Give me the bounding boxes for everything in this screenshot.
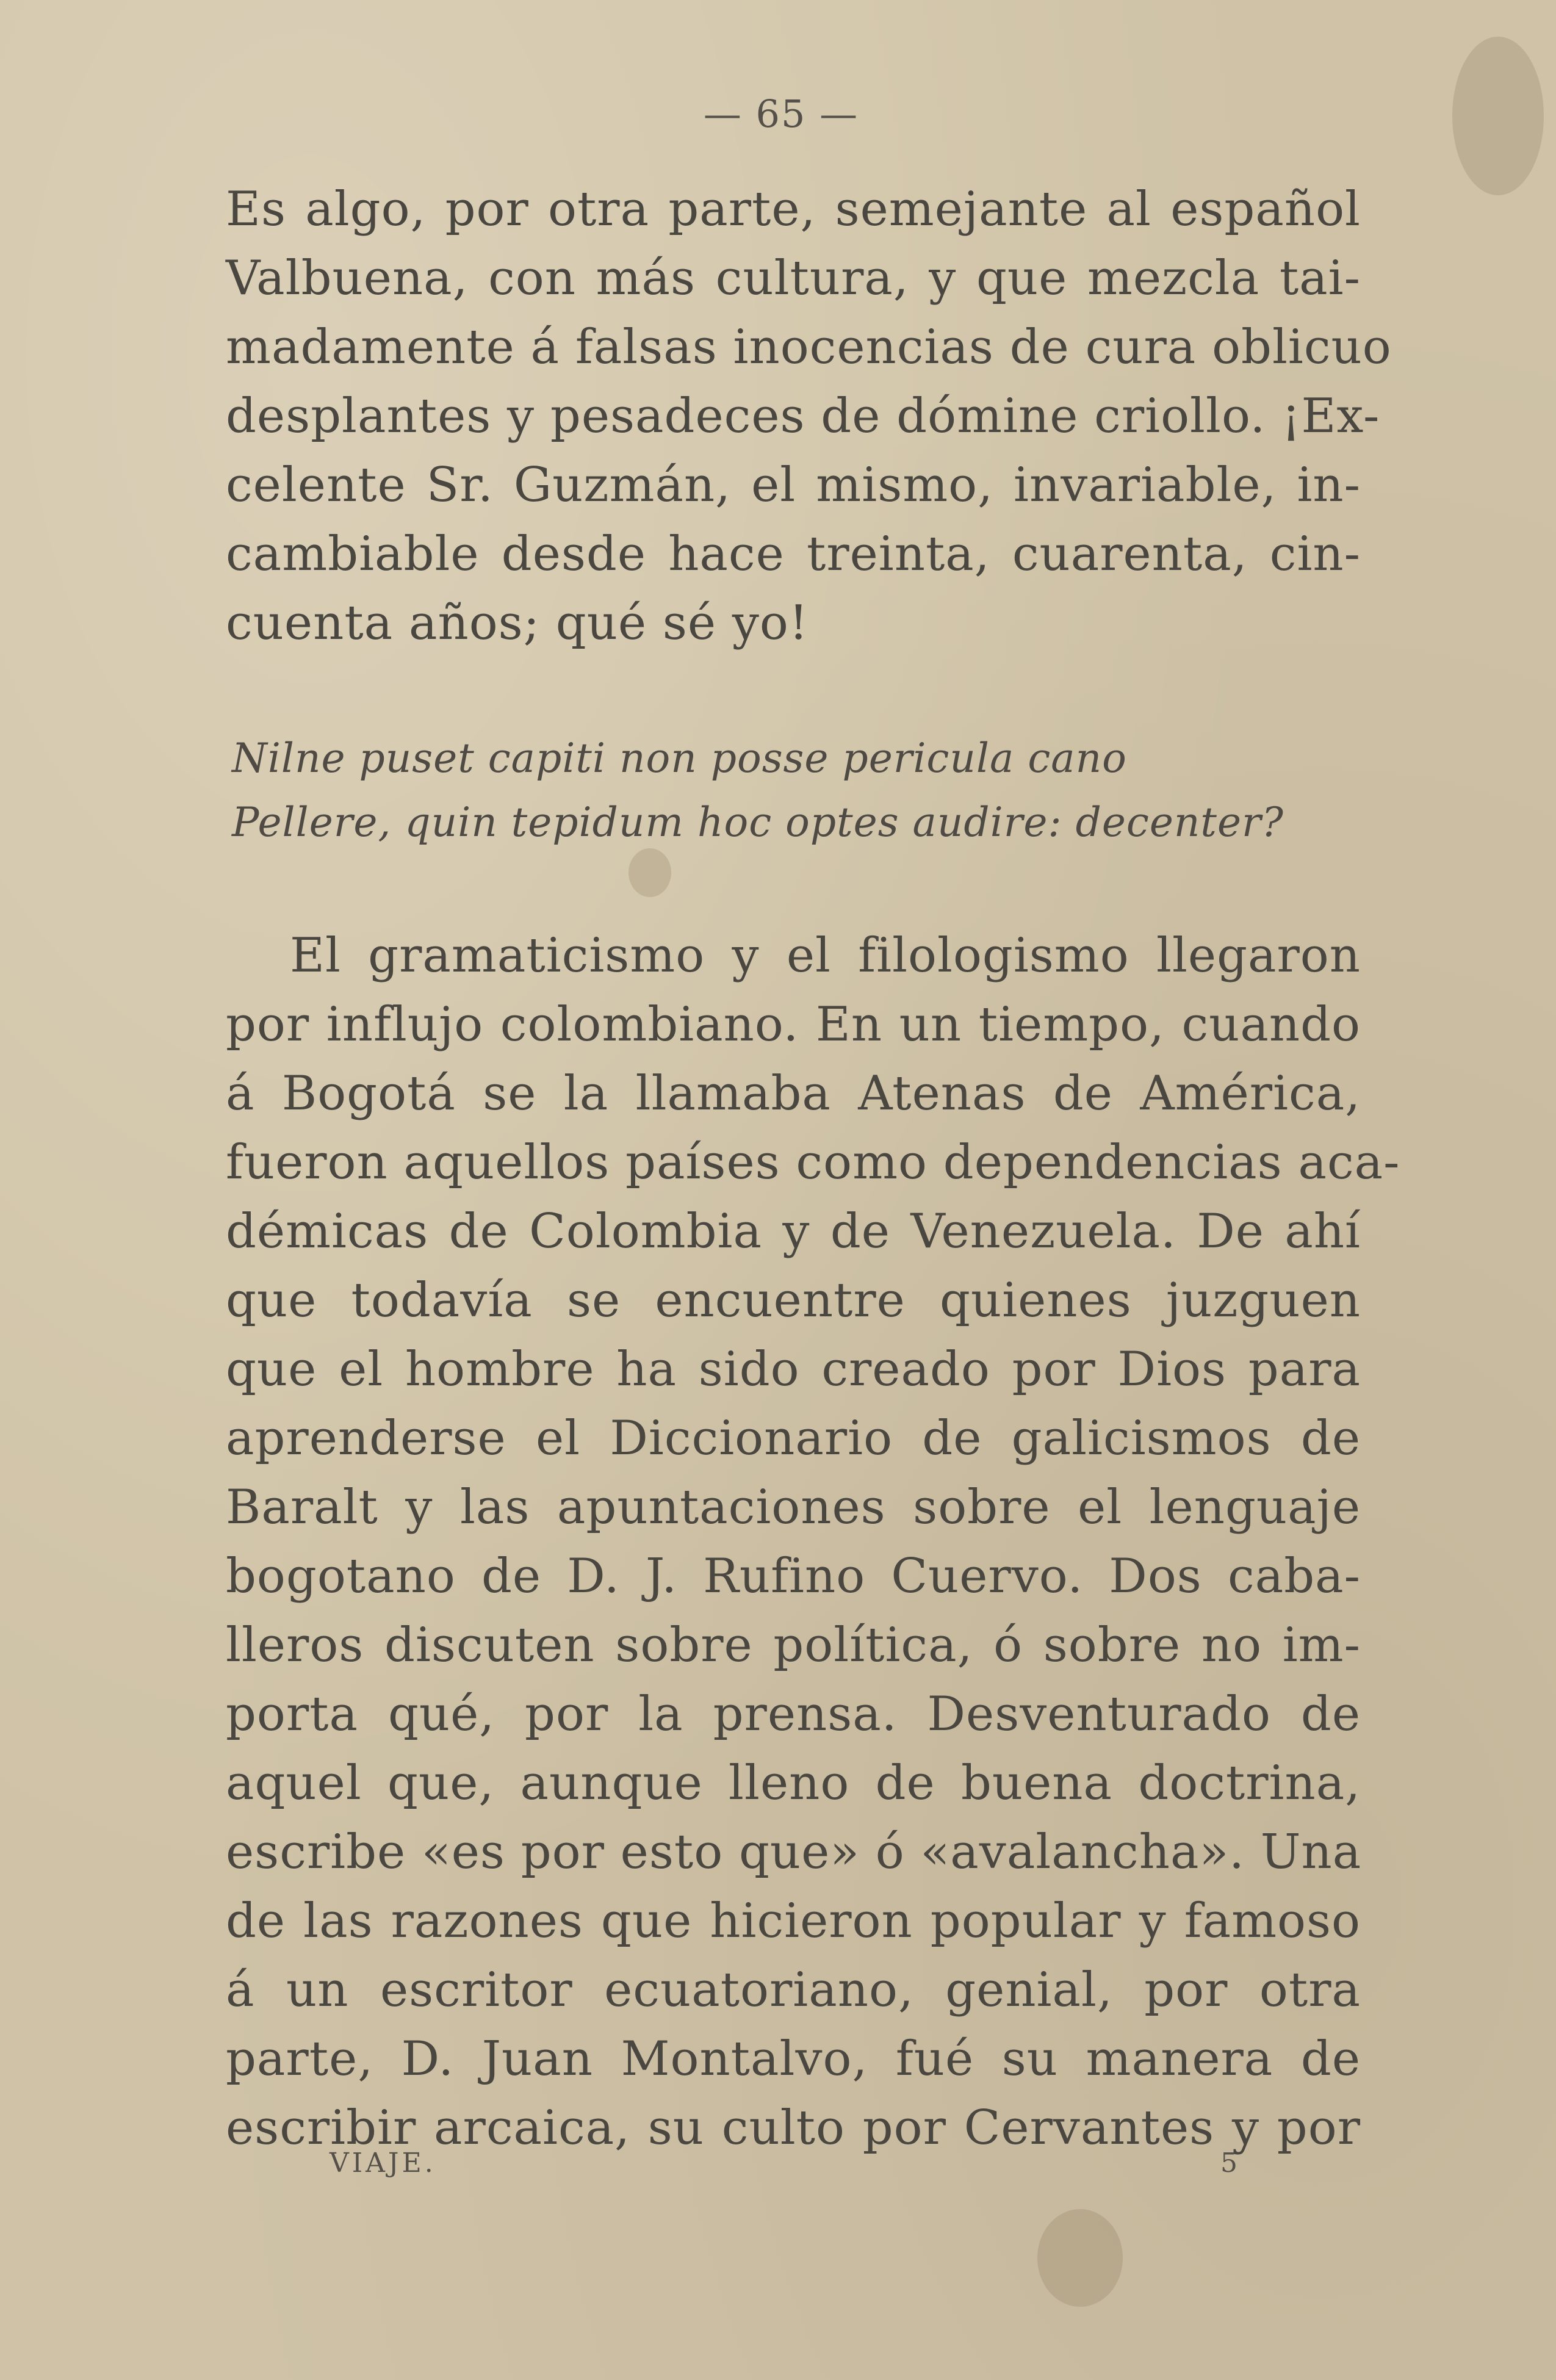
- text-line: fueron aquellos países como dependencias aca-: [226, 1135, 1400, 1190]
- latin-quote: [232, 726, 1330, 854]
- text-line: bogotano de D. J. Rufino Cuervo. Dos caba-: [226, 1549, 1361, 1604]
- paper-stain: [1037, 2209, 1123, 2307]
- text-line: que todavía se encuentre quienes juzguen: [226, 1273, 1361, 1328]
- text-line: Es algo, por otra parte, semejante al español: [226, 182, 1361, 237]
- text-line: á un escritor ecuatoriano, genial, por otra: [226, 1963, 1361, 2018]
- text-line: cambiable desde hace treinta, cuarenta, cin-: [226, 527, 1361, 582]
- text-line: escribe «es por esto que» ó «avalancha». Una: [226, 1825, 1362, 1880]
- text-line: desplantes y pesadeces de dómine criollo. ¡Ex-: [226, 389, 1380, 444]
- text-line: cuenta años; qué sé yo!: [226, 596, 809, 651]
- page-number: — 65 —: [703, 92, 859, 136]
- text-line: aquel que, aunque lleno de buena doctrina,: [226, 1756, 1361, 1811]
- text-line: porta qué, por la prensa. Desventurado de: [226, 1687, 1361, 1742]
- quote-line: Pellere, quin tepidum hoc optes audire: decenter?: [232, 799, 1284, 846]
- signature-number: 5: [1220, 2147, 1237, 2179]
- paper-stain: [1452, 37, 1544, 195]
- paragraph-2: [226, 921, 1400, 2163]
- text-line: El gramaticismo y el filologismo llegaron: [290, 928, 1361, 983]
- text-line: que el hombre ha sido creado por Dios para: [226, 1342, 1361, 1397]
- quote-line: Nilne puset capiti non posse pericula cano: [232, 735, 1127, 782]
- paragraph-1: [226, 175, 1392, 658]
- text-line: escribir arcaica, su culto por Cervantes y por: [226, 2101, 1361, 2155]
- text-line: aprenderse el Diccionario de galicismos de: [226, 1411, 1361, 1466]
- text-line: á Bogotá se la llamaba Atenas de América,: [226, 1066, 1361, 1121]
- text-line: de las razones que hicieron popular y famoso: [226, 1894, 1361, 1949]
- text-line: Valbuena, con más cultura, y que mezcla tai-: [226, 251, 1361, 306]
- text-line: Baralt y las apuntaciones sobre el lenguaje: [226, 1480, 1361, 1535]
- text-line: lleros discuten sobre política, ó sobre no im-: [226, 1618, 1361, 1673]
- text-line: parte, D. Juan Montalvo, fué su manera de: [226, 2032, 1361, 2086]
- text-line: por influjo colombiano. En un tiempo, cuando: [226, 997, 1361, 1052]
- text-line: celente Sr. Guzmán, el mismo, invariable, in-: [226, 458, 1361, 513]
- text-line: démicas de Colombia y de Venezuela. De ahí: [226, 1204, 1361, 1259]
- paper-stain: [629, 848, 671, 897]
- signature-mark: VIAJE.: [330, 2147, 436, 2179]
- text-line: madamente á falsas inocencias de cura oblicuo: [226, 320, 1392, 375]
